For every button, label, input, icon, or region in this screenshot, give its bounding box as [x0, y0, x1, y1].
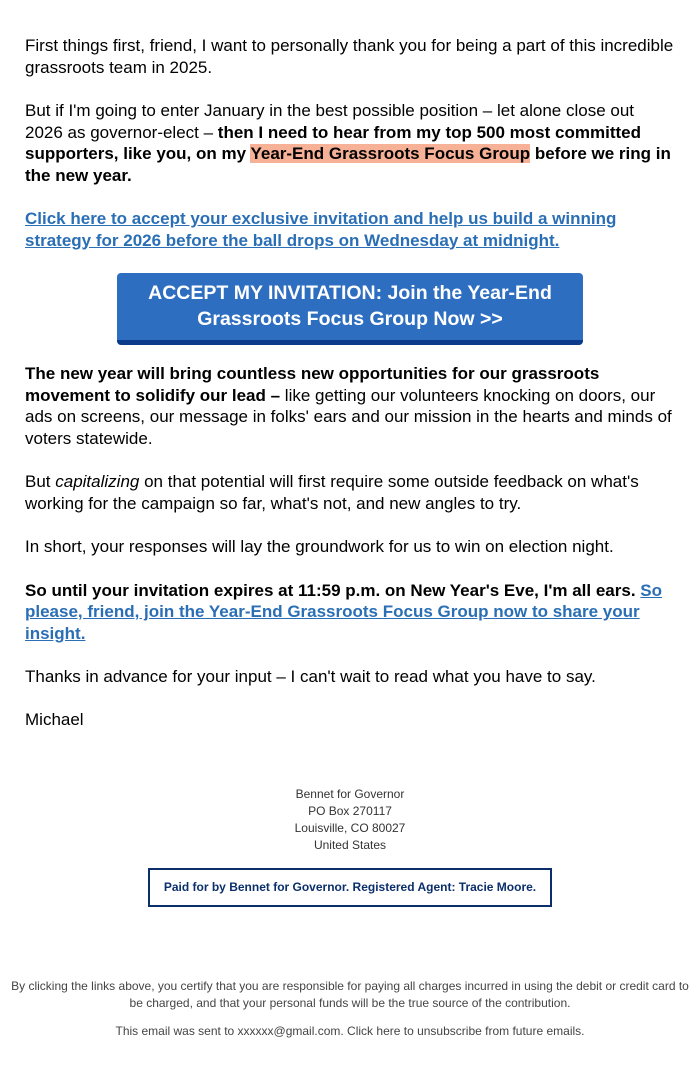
feedback-paragraph: [25, 471, 675, 514]
position-paragraph: [25, 100, 675, 186]
position-text: But if I'm going to enter January in the best possible position – let alone close out 2026 as governor-elect –: [25, 101, 635, 142]
address-line: Louisville, CO 80027: [294, 820, 406, 835]
address-line: United States: [313, 837, 387, 852]
paid-for-disclaimer: Paid for by Bennet for Governor. Registered Agent: Tracie Moore.: [148, 868, 552, 907]
address-line: Bennet for Governor: [295, 786, 405, 801]
feedback-italic: capitalizing: [55, 472, 140, 491]
position-bold-text: then I need to hear from my top 500 most committed supporters, like you, on my: [25, 122, 641, 163]
signature: Michael: [25, 709, 84, 729]
mailing-address: [25, 786, 675, 854]
unsubscribe-notice[interactable]: This email was sent to xxxxxx@gmail.com. Click here to unsubscribe from future emails.: [115, 1023, 585, 1038]
intro-paragraph: First things first, friend, I want to personally thank you for being a part of this incredible grassroots team in 2025.: [25, 36, 674, 77]
deadline-paragraph: [25, 580, 675, 645]
accept-invitation-button[interactable]: ACCEPT MY INVITATION: Join the Year-End Grassroots Focus Group Now >>: [117, 273, 583, 345]
deadline-bold-text: So until your invitation expires at 11:59 p.m. on New Year's Eve, I'm all ears.: [25, 580, 636, 600]
position-bold-end: before we ring in the new year.: [25, 144, 671, 185]
opportunities-paragraph: [25, 363, 675, 449]
opportunities-bold-text: The new year will bring countless new opportunities for our grassroots movement to solidify our lead –: [25, 364, 600, 405]
focus-group-highlight: Year-End Grassroots Focus Group: [250, 144, 531, 163]
legal-notice: By clicking the links above, you certify that you are responsible for paying all charges incurred in using the debit or credit card to be charged, and that your personal funds will be the true source of the contribution.: [11, 978, 689, 1010]
feedback-end: on that potential will first require some outside feedback on what's working for the campaign so far, what's not, and new angles to try.: [25, 472, 639, 513]
feedback-start: But: [25, 472, 56, 491]
join-focus-group-link[interactable]: So please, friend, join the Year-End Grassroots Focus Group now to share your insight.: [25, 580, 663, 643]
cta-container: [25, 273, 675, 345]
thanks-paragraph: Thanks in advance for your input – I can't wait to read what you have to say.: [25, 667, 596, 686]
disclaimer-container: [25, 868, 675, 907]
invitation-link-paragraph: [25, 208, 675, 251]
opportunities-text: like getting our volunteers knocking on doors, our ads on screens, our message in folks' ears and our mission in the hearts and minds of voters statewide.: [25, 385, 672, 448]
address-line: PO Box 270117: [308, 803, 392, 818]
groundwork-paragraph: In short, your responses will lay the groundwork for us to win on election night.: [25, 537, 614, 556]
accept-invitation-link[interactable]: Click here to accept your exclusive invitation and help us build a winning strategy for 2026 before the ball drops on Wednesday at midnight.: [25, 209, 617, 250]
